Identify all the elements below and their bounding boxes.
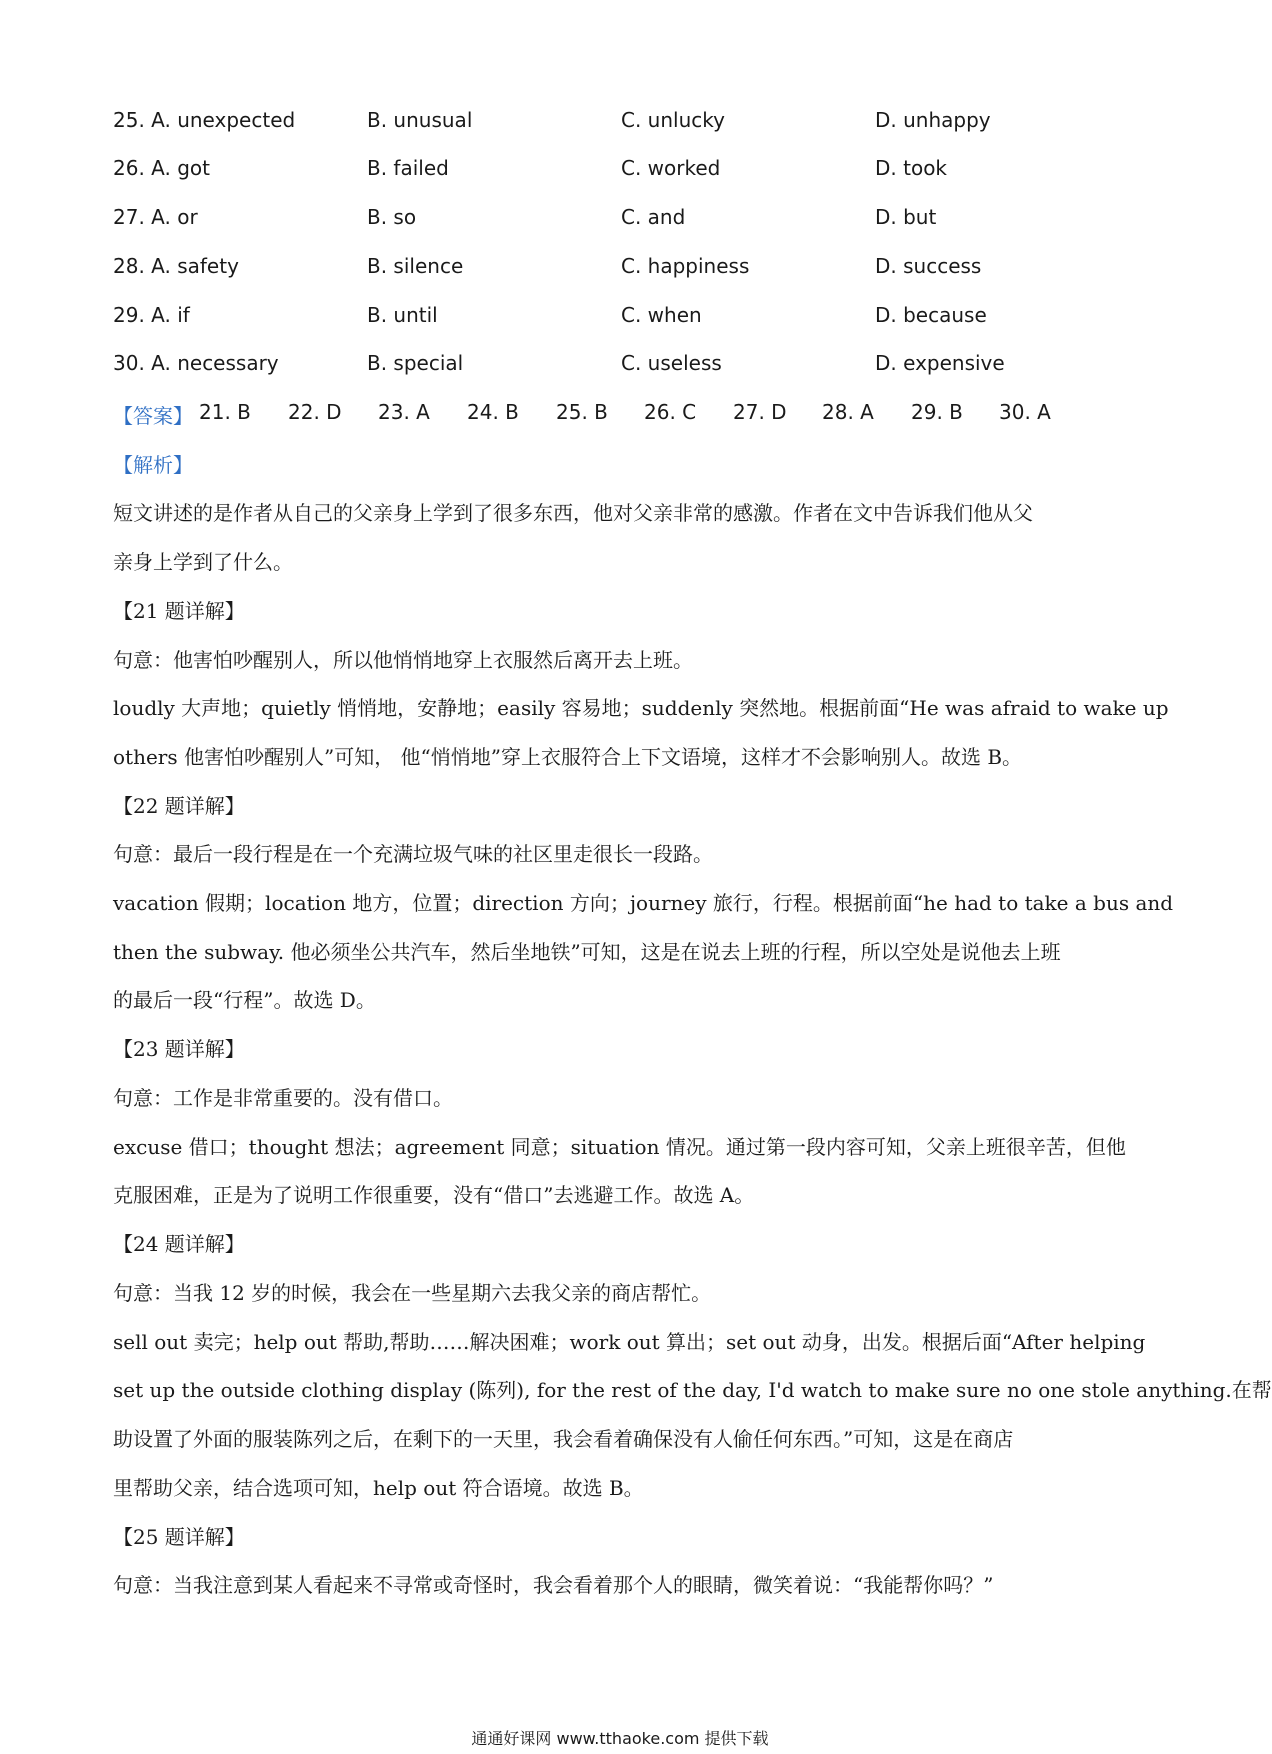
question-heading: 【21 题详解】: [113, 599, 245, 623]
answer-item: 21. B: [199, 400, 251, 424]
answer-item: 23. A: [378, 400, 430, 424]
option-row-27: [113, 205, 1133, 235]
option-row-26: [113, 156, 1133, 186]
analysis-text: 亲身上学到了什么。: [113, 550, 293, 574]
explanation-text: 里帮助父亲，结合选项可知，help out 符合语境。故选 B。: [113, 1476, 644, 1500]
option-c: C. and: [621, 205, 686, 229]
option-d: D. because: [875, 303, 987, 327]
explanation-text: 克服困难，正是为了说明工作很重要，没有“借口”去逃避工作。故选 A。: [113, 1183, 755, 1207]
option-b: B. special: [367, 351, 464, 375]
option-row-29: [113, 303, 1133, 333]
option-a: 27. A. or: [113, 205, 198, 229]
answer-item: 30. A: [999, 400, 1051, 424]
option-a: 30. A. necessary: [113, 351, 279, 375]
option-a: 25. A. unexpected: [113, 108, 296, 132]
option-row-25: [113, 108, 1133, 138]
option-a: 28. A. safety: [113, 254, 239, 278]
option-c: C. useless: [621, 351, 722, 375]
option-b: B. unusual: [367, 108, 473, 132]
option-a: 26. A. got: [113, 156, 210, 180]
explanation-text: excuse 借口；thought 想法；agreement 同意；situation 情况。通过第一段内容可知，父亲上班很辛苦，但他: [113, 1135, 1126, 1159]
explanation-text: vacation 假期；location 地方，位置；direction 方向；journey 旅行，行程。根据前面“he had to take a bus and: [113, 891, 1174, 915]
question-heading: 【22 题详解】: [113, 794, 245, 818]
option-b: B. failed: [367, 156, 449, 180]
answer-item: 22. D: [288, 400, 342, 424]
answer-item: 28. A: [822, 400, 874, 424]
option-b: B. so: [367, 205, 417, 229]
option-c: C. happiness: [621, 254, 750, 278]
explanation-text: loudly 大声地；quietly 悄悄地，安静地；easily 容易地；suddenly 突然地。根据前面“He was afraid to wake up: [113, 696, 1169, 720]
explanation-text: 助设置了外面的服装陈列之后，在剩下的一天里，我会看着确保没有人偷任何东西。”可知，这是在商店: [113, 1427, 1014, 1451]
analysis-label: 【解析】: [113, 453, 193, 477]
option-row-30: [113, 351, 1133, 381]
answer-item: 26. C: [644, 400, 697, 424]
sentence-meaning: 句意：最后一段行程是在一个充满垃圾气味的社区里走很长一段路。: [113, 842, 713, 866]
option-a: 29. A. if: [113, 303, 190, 327]
page-footer: 通通好课网 www.tthaoke.com 提供下载: [471, 1729, 769, 1748]
answer-item: 24. B: [467, 400, 519, 424]
option-row-28: [113, 254, 1133, 284]
explanation-text: set up the outside clothing display (陈列), for the rest of the day, I'd watch to make sure no one stole anything.在帮: [113, 1378, 1272, 1402]
sentence-meaning: 句意：当我 12 岁的时候，我会在一些星期六去我父亲的商店帮忙。: [113, 1281, 712, 1305]
explanation-text: others 他害怕吵醒别人”可知， 他“悄悄地”穿上衣服符合上下文语境，这样才不会影响别人。故选 B。: [113, 745, 1023, 769]
option-c: C. unlucky: [621, 108, 725, 132]
option-d: D. unhappy: [875, 108, 991, 132]
analysis-text: 短文讲述的是作者从自己的父亲身上学到了很多东西，他对父亲非常的感激。作者在文中告诉我们他从父: [113, 501, 1033, 525]
question-heading: 【23 题详解】: [113, 1037, 245, 1061]
question-heading: 【25 题详解】: [113, 1525, 245, 1549]
answer-item: 25. B: [556, 400, 608, 424]
answer-label: 【答案】: [113, 404, 193, 428]
answer-item: 29. B: [911, 400, 963, 424]
sentence-meaning: 句意：当我注意到某人看起来不寻常或奇怪时，我会看着那个人的眼睛，微笑着说：“我能帮你吗？”: [113, 1573, 994, 1597]
answer-item: 27. D: [733, 400, 787, 424]
sentence-meaning: 句意：工作是非常重要的。没有借口。: [113, 1086, 453, 1110]
option-c: C. when: [621, 303, 702, 327]
option-b: B. silence: [367, 254, 464, 278]
option-d: D. expensive: [875, 351, 1005, 375]
option-b: B. until: [367, 303, 438, 327]
explanation-text: then the subway. 他必须坐公共汽车，然后坐地铁”可知，这是在说去上班的行程，所以空处是说他去上班: [113, 940, 1061, 964]
option-d: D. but: [875, 205, 937, 229]
sentence-meaning: 句意：他害怕吵醒别人，所以他悄悄地穿上衣服然后离开去上班。: [113, 648, 693, 672]
explanation-text: sell out 卖完；help out 帮助,帮助……解决困难；work out 算出；set out 动身，出发。根据后面“After helping: [113, 1330, 1146, 1354]
option-d: D. success: [875, 254, 982, 278]
question-heading: 【24 题详解】: [113, 1232, 245, 1256]
option-d: D. took: [875, 156, 948, 180]
explanation-text: 的最后一段“行程”。故选 D。: [113, 988, 376, 1012]
option-c: C. worked: [621, 156, 721, 180]
